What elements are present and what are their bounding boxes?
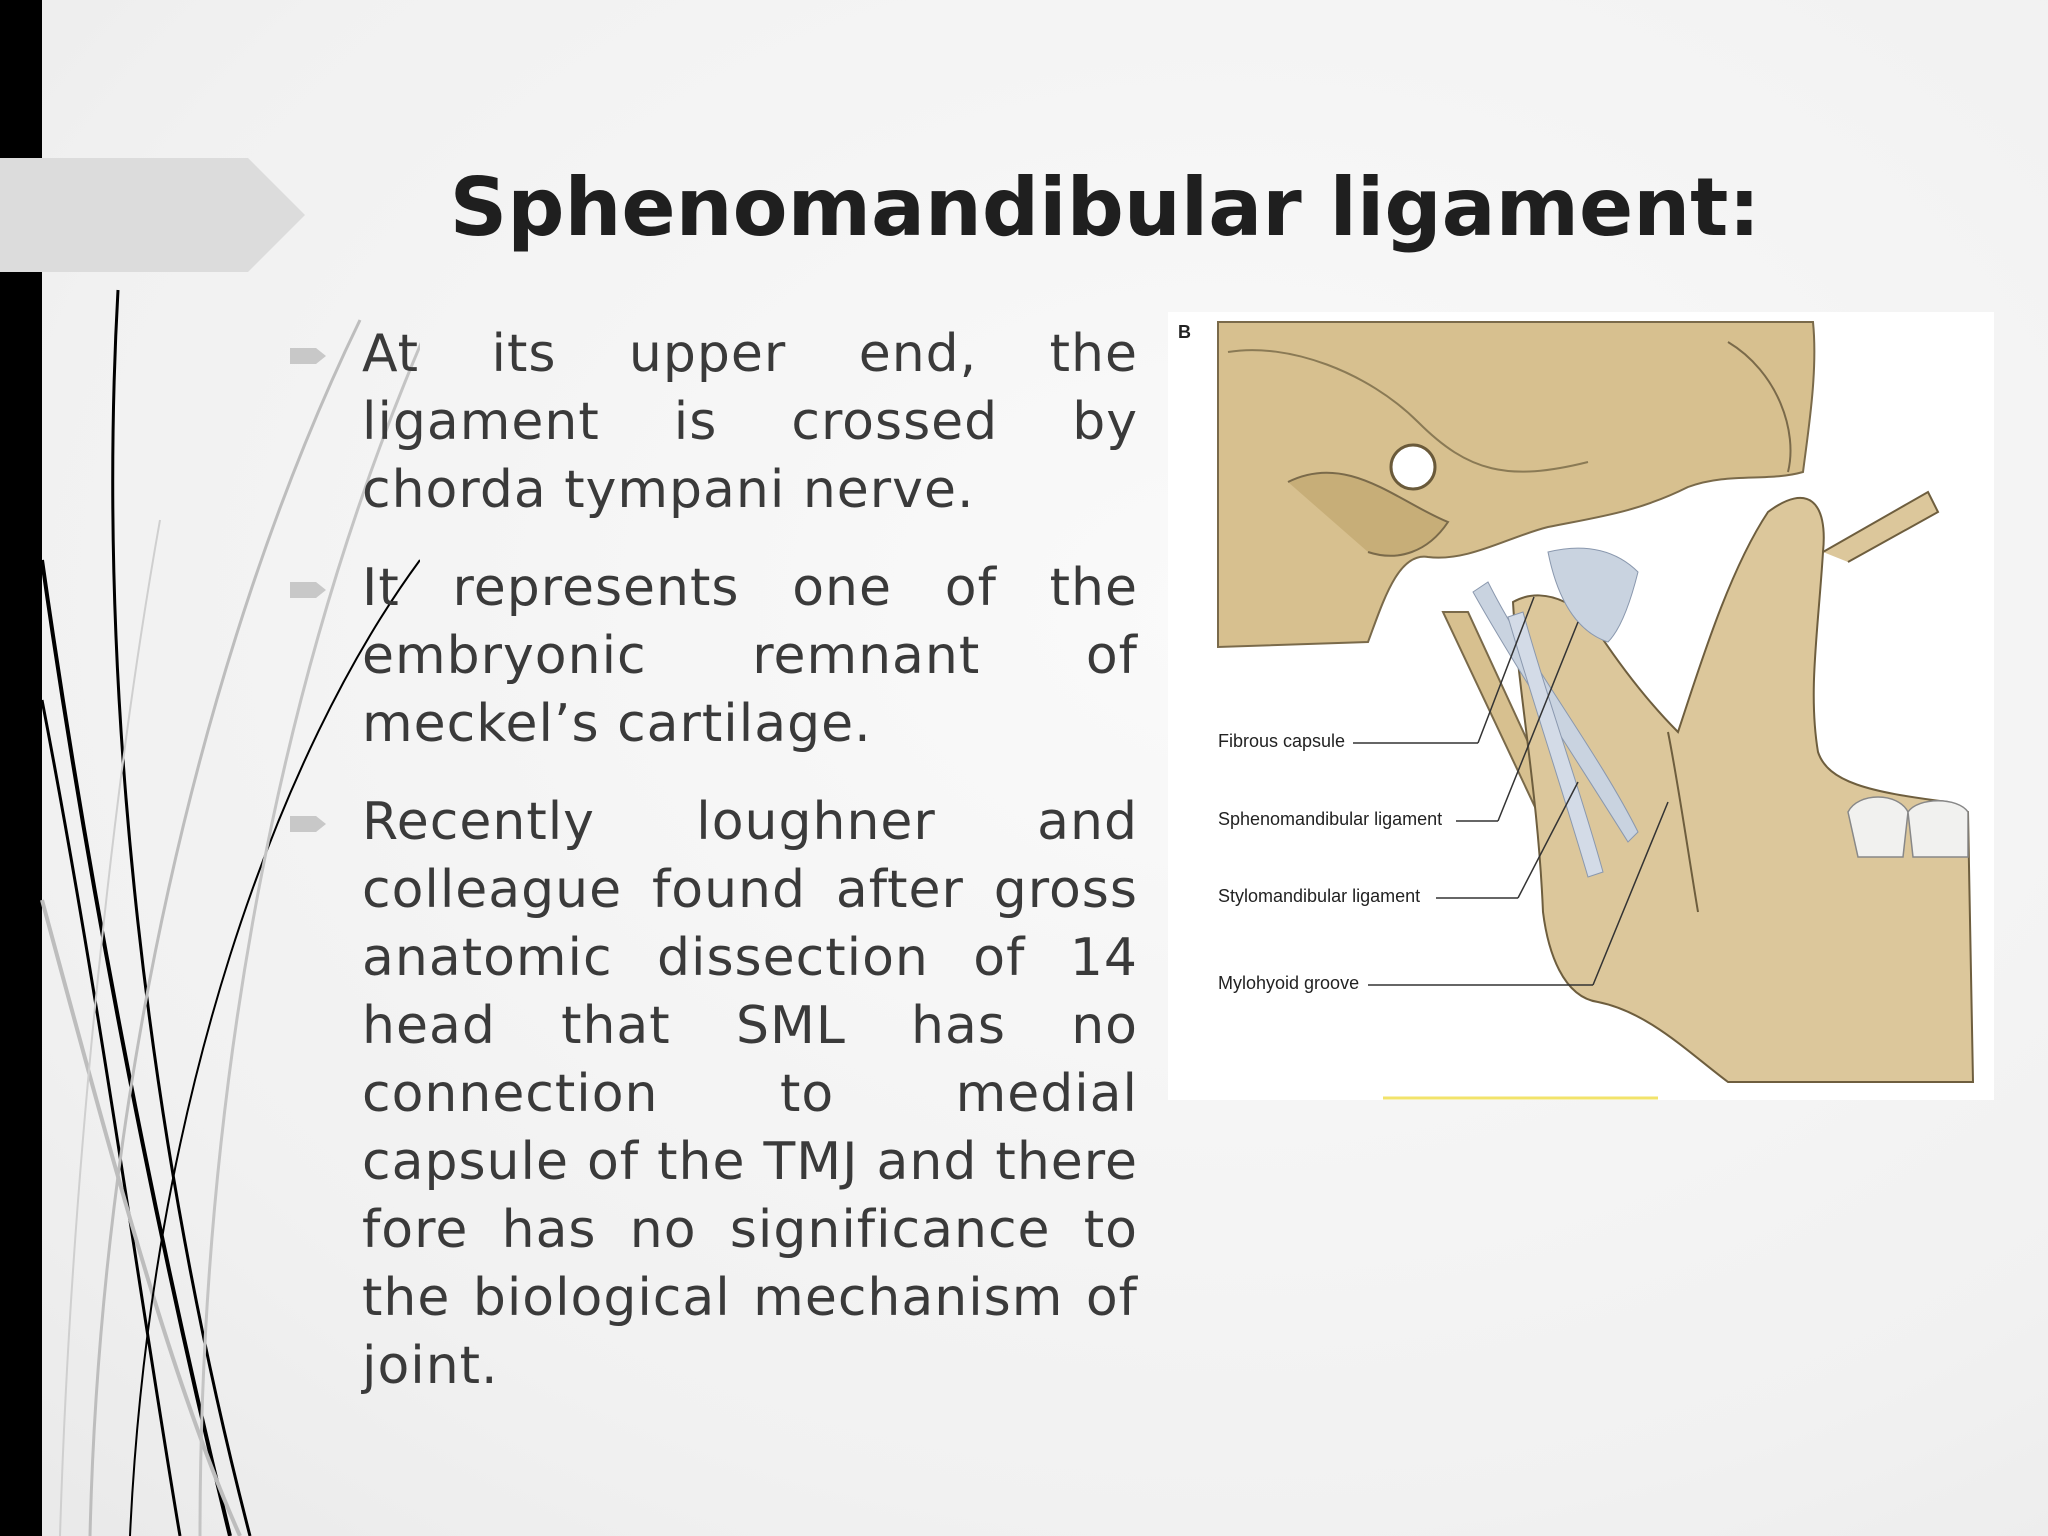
figure-panel-letter: B [1178,322,1191,342]
label-sphenomandibular-ligament: Sphenomandibular ligament [1218,809,1443,829]
bullet-text: At its upper end, the ligament is crossed by chorda tympani nerve. [362,324,1138,520]
label-fibrous-capsule: Fibrous capsule [1218,731,1346,751]
arrow-bullet-icon [290,814,328,834]
arrow-bullet-icon [290,346,328,366]
arrow-bullet-icon [290,580,328,600]
bullet-text: Recently loughner and colleague found after gross anatomic dissection of 14 head that SML has no connection to medial capsule of the TMJ and there fore has no significance to the biological mechanism of joint. [362,792,1138,1396]
bullet-item [290,788,1138,1400]
bullet-item [290,320,1138,524]
anatomy-illustration [1168,312,1994,1100]
label-mylohyoid-groove: Mylohyoid groove [1218,973,1360,993]
bullet-text: It represents one of the embryonic remnant of meckel’s cartilage. [362,558,1138,754]
label-stylomandibular-ligament: Stylomandibular ligament [1218,886,1421,906]
slide-title: Sphenomandibular ligament: [449,161,1761,254]
bullet-item [290,554,1138,758]
bullet-list [290,320,1138,1430]
